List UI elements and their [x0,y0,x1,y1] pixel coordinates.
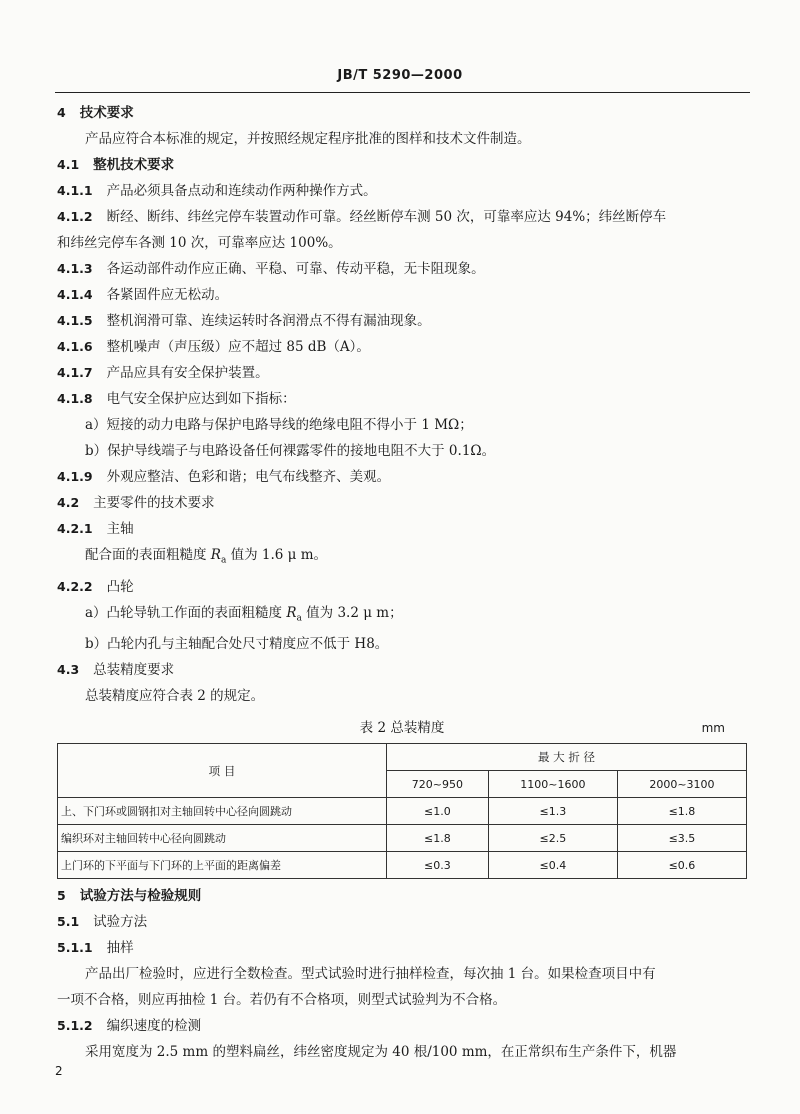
table-unit: mm [701,721,725,736]
table-row [58,825,747,852]
clause-number: 4.1.9 [57,469,93,484]
clause-title: 抽样 [106,940,134,957]
clause-number: 4.1.1 [57,183,93,198]
clause-text: 整机噪声（声压级）应不超过 85 dB（A）。 [106,339,370,355]
table-cell: ≤2.5 [488,825,617,852]
clause-5-1-2 [57,1013,747,1039]
clause-4-2 [57,490,747,516]
table-cell: ≤0.4 [488,852,617,879]
clause-text: 产品必须具备点动和连续动作两种操作方式。 [106,183,377,199]
list-item: b）保护导线端子与电路设备任何裸露零件的接地电阻不大于 0.1Ω。 [85,443,496,459]
clause-title: 主轴 [106,521,134,537]
symbol: R [286,604,297,621]
text: a）凸轮导轨工作面的表面粗糙度 [85,604,287,621]
table-cell: ≤1.3 [488,798,617,825]
paragraph: 采用宽度为 2.5 mm 的塑料扁丝，纬丝密度规定为 40 根/100 mm，在正常织布生产条件下，机器 [85,1044,677,1061]
section-number: 4 [57,105,66,120]
clause-4-2-2 [57,574,747,600]
clause-title: 总装精度要求 [93,662,175,679]
table-cell: 编织环对主轴回转中心径向圆跳动 [58,825,387,852]
clause-number: 4.1.6 [57,339,93,354]
clause-4-1-2 [57,204,747,230]
clause-4-1-1 [57,178,747,204]
clause-text: 产品应具有安全保护装置。 [106,365,269,381]
table-header-item: 项 目 [58,744,387,798]
clause-number: 4.1.7 [57,365,93,380]
clause-number: 4.1 [57,157,80,172]
list-item: b）凸轮内孔与主轴配合处尺寸精度应不低于 H8。 [85,636,389,653]
list-item: a）短接的动力电路与保护电路导线的绝缘电阻不得小于 1 MΩ； [85,417,473,433]
table-cell: 上、下门环或圆钢扣对主轴回转中心径向圆跳动 [58,798,387,825]
clause-text: 断经、断纬、纬丝完停车装置动作可靠。经丝断停车测 50 次，可靠率应达 94%；纬丝断停车 [106,209,667,225]
clause-4-1-3 [57,256,747,282]
subscript: a [296,613,302,624]
clause-4-1-2-cont: 和纬丝完停车各测 10 次，可靠率应达 100%。 [57,235,342,251]
clause-4-1-4 [57,282,747,308]
clause-number: 4.3 [57,662,80,678]
table-header-range: 720~950 [387,771,489,798]
table-cell: ≤3.5 [617,825,746,852]
clause-text: 各紧固件应无松动。 [106,287,229,303]
paragraph: 产品应符合本标准的规定，并按照经规定程序批准的图样和技术文件制造。 [85,131,531,147]
clause-5-1 [57,909,747,935]
table-header-range: 1100~1600 [488,771,617,798]
clause-number: 4.1.8 [57,391,93,406]
clause-5-1-1 [57,935,747,961]
clause-4-1-7 [57,360,747,386]
symbol: R [210,547,221,563]
text: 配合面的表面粗糙度 [85,547,211,563]
table-cell: ≤0.3 [387,852,489,879]
clause-title: 凸轮 [106,578,134,595]
section-title: 试验方法与检验规则 [79,888,202,905]
clause-number: 5.1.1 [57,940,93,956]
clause-title: 试验方法 [93,914,148,931]
clause-number: 4.1.5 [57,313,93,328]
paragraph-cont: 一项不合格，则应再抽检 1 台。若仍有不合格项，则型式试验判为不合格。 [57,992,507,1009]
clause-4-1-5 [57,308,747,334]
clause-title: 整机技术要求 [93,157,175,173]
clause-4-1-8 [57,386,747,412]
table-cell: ≤1.0 [387,798,489,825]
text: 值为 3.2 μ m； [301,604,403,621]
clause-4-3 [57,657,747,683]
section-4-heading [57,100,747,126]
clause-text: 外观应整洁、色彩和谐；电气布线整齐、美观。 [106,469,391,485]
clause-title: 主要零件的技术要求 [93,495,215,511]
paragraph: 总装精度应符合表 2 的规定。 [85,688,265,705]
clause-text: 整机润滑可靠、连续运转时各润滑点不得有漏油现象。 [106,313,431,329]
table-cell: ≤1.8 [617,798,746,825]
text: 值为 1.6 μ m。 [226,547,328,563]
clause-number: 4.1.4 [57,287,93,302]
clause-text: 电气安全保护应达到如下指标： [106,391,296,407]
clause-number: 5.1 [57,914,80,930]
paragraph [57,542,747,574]
table-header-group: 最 大 折 径 [387,744,747,771]
document-body [57,100,747,1065]
clause-title: 编织速度的检测 [106,1018,202,1035]
list-item [57,600,747,632]
clause-number: 4.1.2 [57,209,93,224]
table-cell: ≤1.8 [387,825,489,852]
header-rule [55,92,750,93]
page-header: JB/T 5290—2000 [337,68,463,83]
table-cell: 上门环的下平面与下门环的上平面的距离偏差 [58,852,387,879]
section-title: 技术要求 [79,105,134,121]
clause-number: 4.2.1 [57,521,93,536]
subscript: a [220,555,227,566]
clause-number: 4.2.2 [57,578,93,594]
clause-4-1 [57,152,747,178]
clause-number: 4.1.3 [57,261,93,276]
clause-text: 各运动部件动作应正确、平稳、可靠、传动平稳，无卡阻现象。 [106,261,485,277]
clause-number: 5.1.2 [57,1018,93,1034]
clause-number: 4.2 [57,495,80,510]
section-5-heading [57,883,747,909]
page-number: 2 [55,1064,63,1078]
paragraph: 产品出厂检验时，应进行全数检查。型式试验时进行抽样检查，每次抽 1 台。如果检查项目中有 [85,966,656,983]
section-number: 5 [57,888,66,904]
table-caption-row [57,713,747,743]
clause-4-2-1 [57,516,747,542]
clause-4-1-6 [57,334,747,360]
table-header-range: 2000~3100 [617,771,746,798]
clause-4-1-9 [57,464,747,490]
assembly-accuracy-table [57,743,747,879]
table-row [58,798,747,825]
table-caption: 表 2 总装精度 [359,720,445,737]
table-cell: ≤0.6 [617,852,746,879]
table-row [58,852,747,879]
